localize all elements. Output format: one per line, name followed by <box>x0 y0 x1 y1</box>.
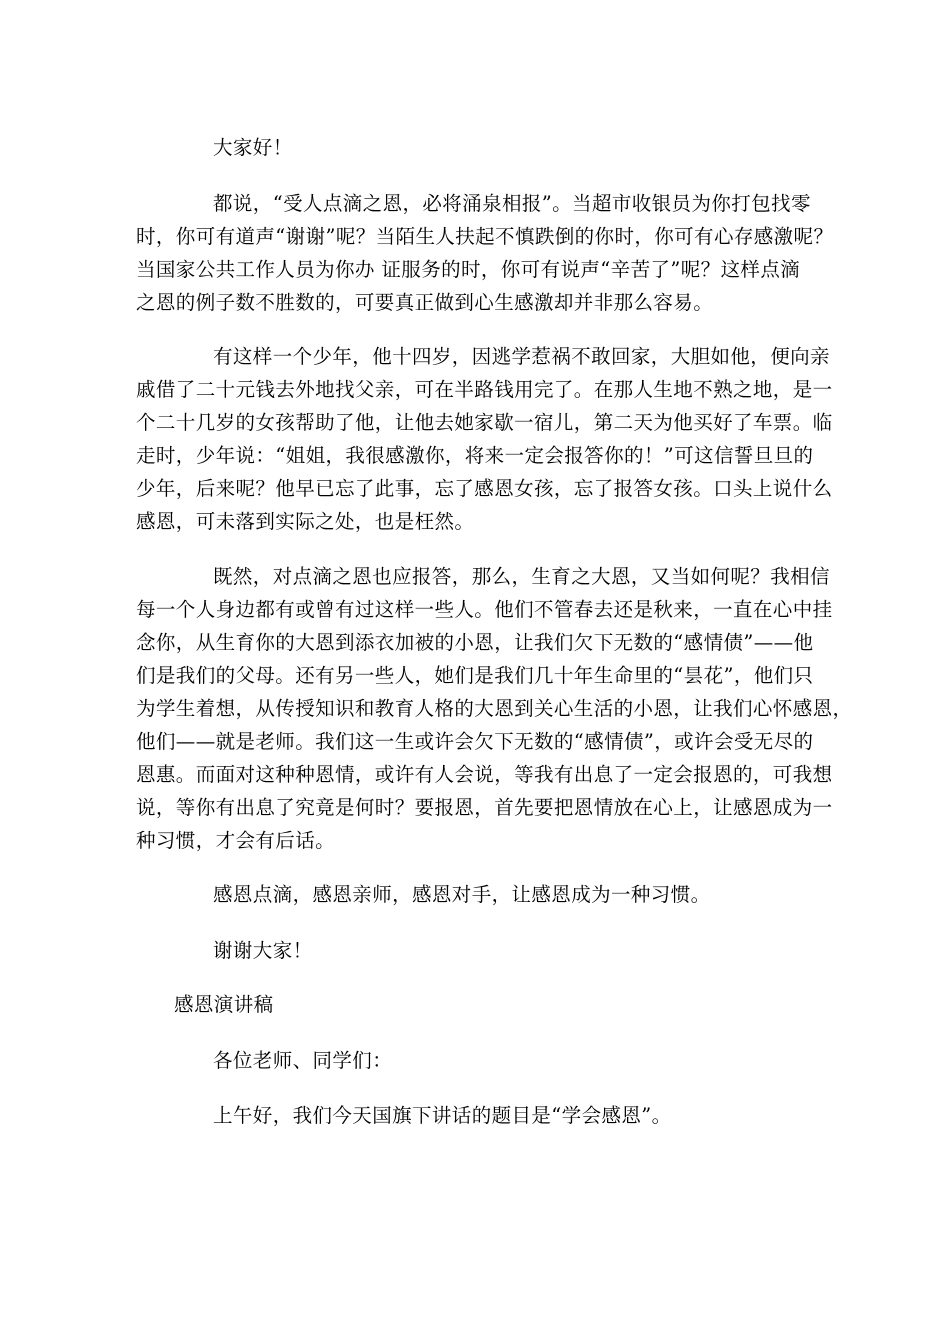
paragraph-line: 时，你可有道声“谢谢”呢？当陌生人扶起不慎跌倒的你时，你可有心存感激呢？ <box>136 225 834 248</box>
paragraph-line: 都说，“受人点滴之恩，必将涌泉相报”。当超市收银员为你打包找零 <box>213 192 811 215</box>
salutation: 各位老师、同学们： <box>213 1049 393 1072</box>
paragraph-5: 上午好，我们今天国旗下讲话的题目是“学会感恩”。 <box>213 1104 672 1127</box>
greeting: 大家好！ <box>213 136 293 159</box>
paragraph-line: 恩惠。而面对这种种恩情，或许有人会说，等我有出息了一定会报恩的，可我想 <box>136 763 833 786</box>
paragraph-line: 既然，对点滴之恩也应报答，那么，生育之大恩，又当如何呢？我相信 <box>213 565 830 588</box>
paragraph-line: 戚借了二十元钱去外地找父亲，可在半路钱用完了。在那人生地不熟之地，是一 <box>136 378 833 401</box>
closing: 谢谢大家！ <box>213 939 313 962</box>
paragraph-line: 为学生着想，从传授知识和教育人格的大恩到关心生活的小恩，让我们心怀感恩， <box>136 697 853 720</box>
paragraph-line: 走时，少年说：“姐姐，我很感激你，将来一定会报答你的！”可这信誓旦旦的 <box>136 444 814 467</box>
paragraph-line: 们是我们的父母。还有另一些人，她们是我们几十年生命里的“昙花”，他们只 <box>136 664 814 687</box>
paragraph-line: 少年，后来呢？他早已忘了此事，忘了感恩女孩，忘了报答女孩。口头上说什么 <box>136 477 833 500</box>
paragraph-line: 每一个人身边都有或曾有过这样一些人。他们不管春去还是秋来，一直在心中挂 <box>136 598 833 621</box>
paragraph-line: 说，等你有出息了究竟是何时？要报恩，首先要把恩情放在心上，让感恩成为一 <box>136 796 833 819</box>
paragraph-line: 个二十几岁的女孩帮助了他，让他去她家歇一宿儿，第二天为他买好了车票。临 <box>136 411 833 434</box>
paragraph-line: 念你，从生育你的大恩到添衣加被的小恩，让我们欠下无数的“感情债”——他 <box>136 631 814 654</box>
paragraph-line: 他们——就是老师。我们这一生或许会欠下无数的“感情债”，或许会受无尽的 <box>136 730 814 753</box>
paragraph-line: 有这样一个少年，他十四岁，因逃学惹祸不敢回家，大胆如他，便向亲 <box>213 345 830 368</box>
paragraph-line: 种习惯，才会有后话。 <box>136 829 336 852</box>
paragraph-line: 之恩的例子数不胜数的，可要真正做到心生感激却并非那么容易。 <box>136 291 714 314</box>
section-title: 感恩演讲稿 <box>174 993 274 1016</box>
paragraph-4: 感恩点滴，感恩亲师，感恩对手，让感恩成为一种习惯。 <box>213 883 711 906</box>
paragraph-line: 当国家公共工作人员为你办 证服务的时，你可有说声“辛苦了”呢？这样点滴 <box>136 258 801 281</box>
paragraph-line: 感恩，可未落到实际之处，也是枉然。 <box>136 510 475 533</box>
